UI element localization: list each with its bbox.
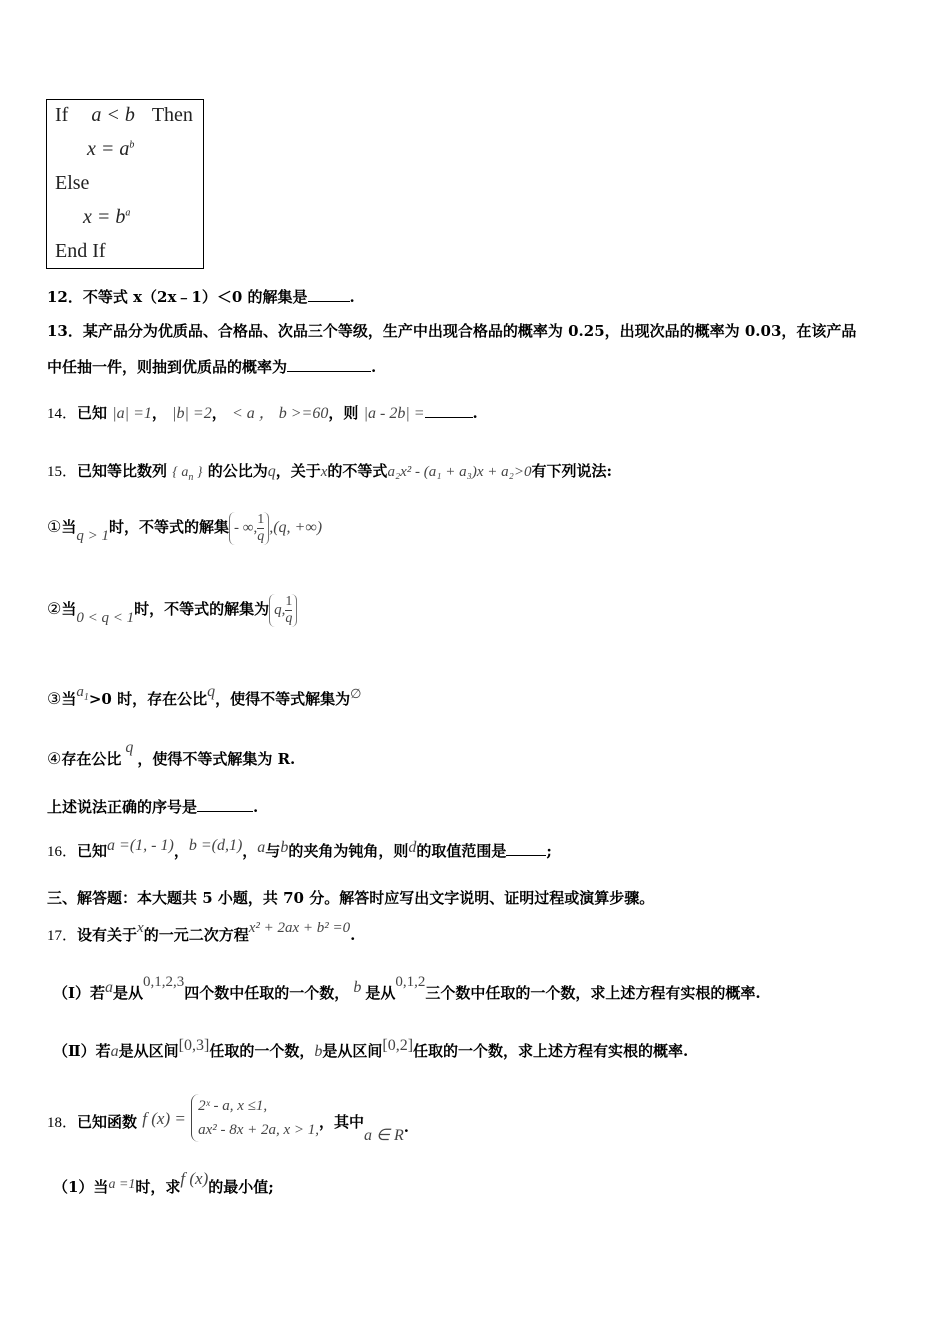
math-fraction: $\frac{1}{q}$ [257, 512, 265, 544]
code-line-if: If a < b Then [55, 104, 193, 126]
math-condition: q > 1 [76, 527, 109, 544]
math-function: f (x) = [142, 1109, 186, 1128]
math-sequence: { $a_n$ } [172, 465, 203, 483]
math-interval-1: [0,3] [178, 1037, 210, 1054]
math-interval: q, $\frac{1}{q}$ [269, 594, 297, 627]
math-abs-b: |b| =2 [172, 405, 212, 422]
math-set-2: 0,1,2 [395, 974, 426, 990]
question-18-part-1: （1）当a =1时，求f (x)的最小值; [53, 1169, 274, 1196]
answer-blank [425, 403, 473, 418]
math-interval: - ∞, $\frac{1}{q}$ [229, 512, 269, 545]
question-15-prompt: 上述说法正确的序号是 . [47, 798, 259, 816]
code-box [46, 99, 204, 269]
math-q: q [125, 739, 134, 756]
question-17: 17．设有关于x的一元二次方程x² + 2ax + b² =0. [47, 920, 356, 944]
math-angle: < a ， b >=60 [231, 405, 329, 422]
math-b: b [353, 979, 362, 996]
answer-blank [506, 841, 546, 856]
math-interval-2: [0,2] [382, 1037, 414, 1054]
math-fraction: $\frac{1}{q}$ [285, 594, 293, 626]
math-a1: $a_1$ [76, 684, 89, 703]
question-17-part-1: （Ⅰ）若a是从0,1,2,3四个数中任取的一个数， b 是从0,1,2三个数中任取的一个数，求上述方程有实根的概率. [53, 974, 761, 1002]
statement-2: ②当0 < q < 1时，不等式的解集为 q, $\frac{1}{q}$ [47, 594, 297, 627]
math-function: f (x) [180, 1169, 209, 1188]
math-x: x [320, 464, 328, 480]
math-a: a [105, 979, 114, 996]
math-inequality: a₂x² - (a₁ + a₃)x + a₂>0 [387, 464, 532, 480]
answer-blank [308, 287, 350, 302]
math-b: b [280, 839, 289, 856]
math-equation: x² + 2ax + b² =0 [248, 920, 351, 936]
question-15: 15．已知等比数列 { $a_n$ } 的公比为q，关于x的不等式a₂x² - (a₁ + a₃)x + a₂>0有下列说法: [47, 462, 613, 483]
math-condition: a ∈ R [364, 1127, 404, 1144]
math-x: x [137, 920, 144, 936]
statement-4: ④存在公比q，使得不等式解集为 R. [47, 739, 296, 768]
question-13-line-2: 中任抽一件，则抽到优质品的概率为 . [47, 358, 377, 376]
code-line-else: Else [55, 172, 90, 194]
question-18: 18．已知函数 f (x) = 2ˣ - a, x ≤1, ax² - 8x + 2a, x > 1, ，其中a ∈ R. [47, 1094, 409, 1144]
answer-blank [287, 357, 371, 372]
question-13-line-1: 13．某产品分为优质品、合格品、次品三个等级，生产中出现合格品的概率为 0.25，出现次品的概率为 0.03，在该产品 [47, 322, 857, 340]
question-16: 16．已知a =(1, - 1)，b =(d,1)，a与b的夹角为钝角，则d的取值范围是 ; [47, 837, 552, 860]
code-line-end-if: End If [55, 240, 106, 262]
code-line-assign-2: $x = b^a$ [83, 206, 131, 228]
question-14: 14．已知 |a| =1， |b| =2， < a ， b >=60，则 |a - 2b| = . [47, 404, 478, 422]
math-piecewise: 2ˣ - a, x ≤1, ax² - 8x + 2a, x > 1, [191, 1094, 319, 1142]
math-b: b [314, 1043, 323, 1060]
math-a: a [110, 1043, 119, 1060]
math-abs-diff: |a - 2b| = [363, 405, 425, 422]
math-a: a [257, 839, 266, 856]
math-q: q [207, 683, 216, 700]
math-vector-a: a =(1, - 1) [107, 837, 174, 854]
math-q: q [267, 463, 276, 480]
section-3-heading: 三、解答题：本大题共 5 小题，共 70 分。解答时应写出文字说明、证明过程或演算步骤。 [47, 889, 655, 907]
math-set-1: 0,1,2,3 [143, 974, 185, 990]
math-d: d [408, 839, 417, 856]
answer-blank [197, 797, 253, 812]
code-line-assign-1: $x = a^b$ [87, 138, 135, 160]
math-interval-2: ,(q, +∞) [269, 518, 323, 536]
math-condition: 0 < q < 1 [76, 609, 135, 626]
math-vector-b: b =(d,1) [188, 837, 243, 854]
empty-set-icon: ∅ [350, 686, 362, 701]
question-17-part-2: （Ⅱ）若a是从区间[0,3]任取的一个数，b是从区间[0,2]任取的一个数，求上述方程有实根的概率. [53, 1037, 689, 1060]
question-12: 12．不等式 x（2x﹣1）＜0 的解集是 . [47, 288, 355, 306]
statement-1: ①当q > 1时，不等式的解集 - ∞, $\frac{1}{q}$ ,(q, +∞) [47, 512, 323, 544]
math-condition: a =1 [108, 1177, 136, 1192]
math-abs-a: |a| =1 [112, 405, 152, 422]
statement-3: ③当$a_1>0$ 时，存在公比q，使得不等式解集为∅ [47, 683, 362, 708]
